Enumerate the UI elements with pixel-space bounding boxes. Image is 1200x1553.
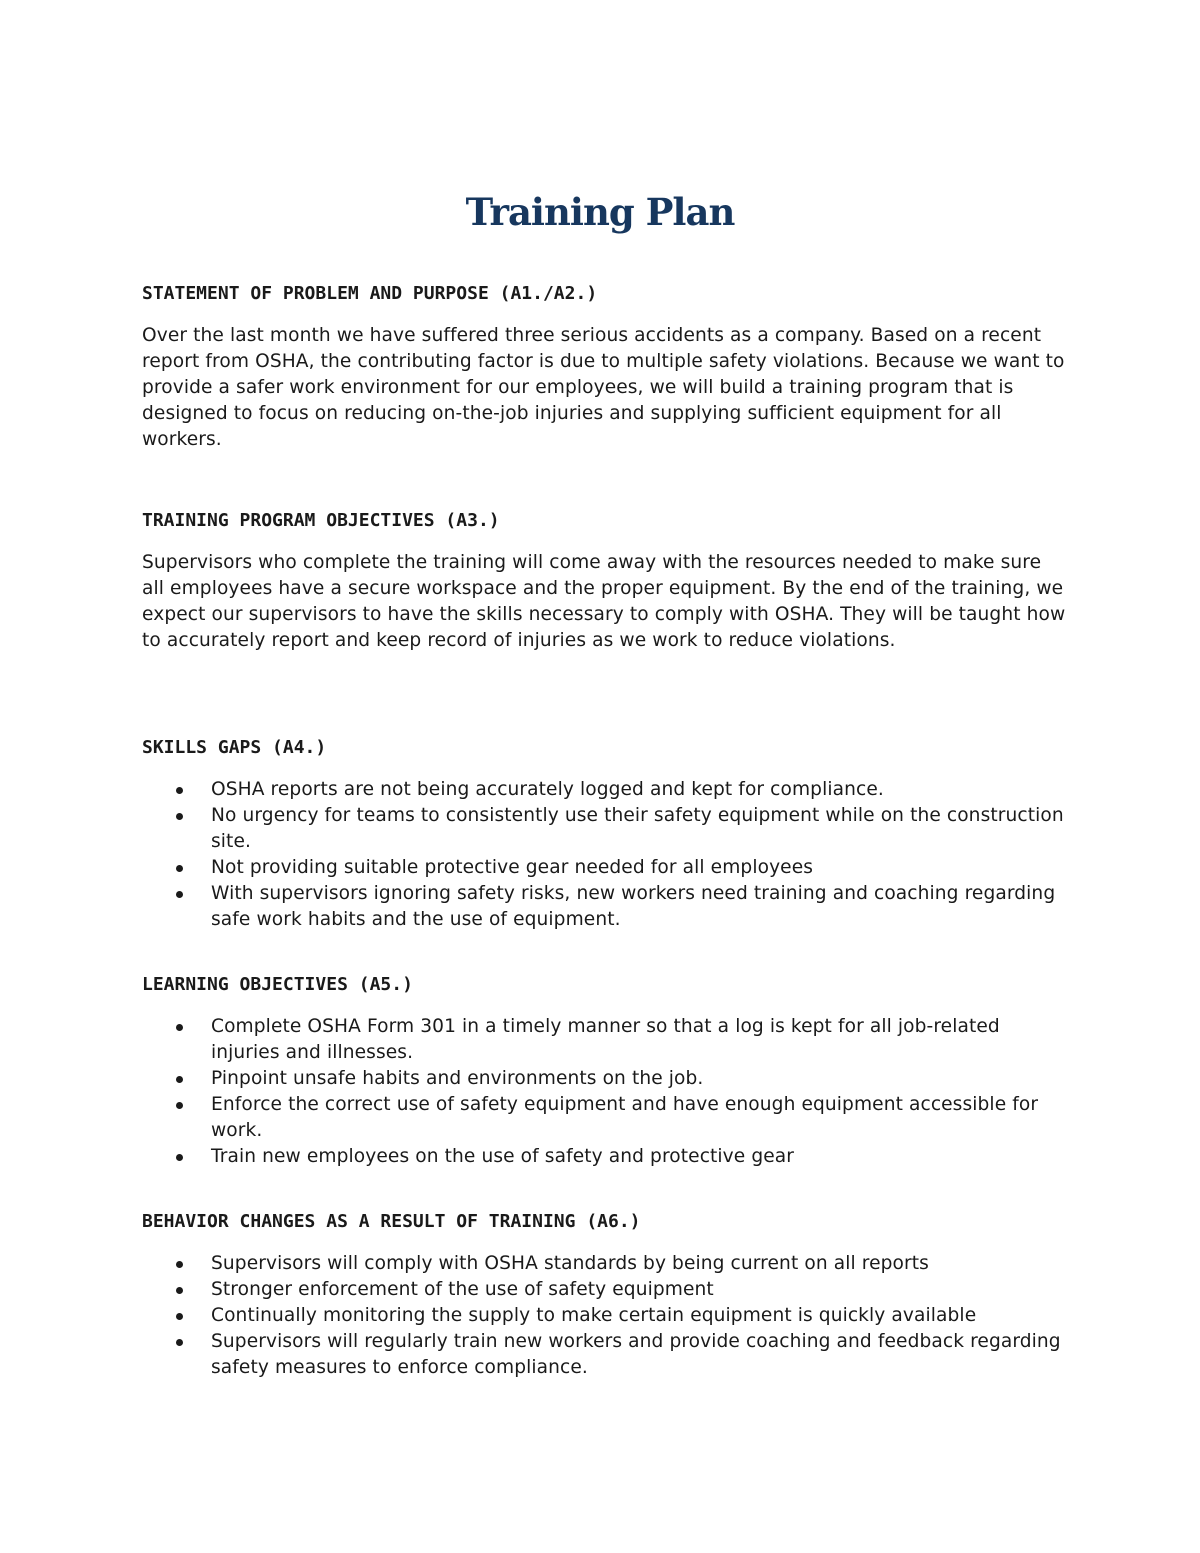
section-problem-purpose <box>142 283 1067 453</box>
bullet-icon <box>176 1313 183 1320</box>
list-item-text: No urgency for teams to consistently use their safety equipment while on the construction site. <box>211 805 1064 852</box>
section-skills-gaps <box>142 737 1067 933</box>
list-item-text: Supervisors will regularly train new workers and provide coaching and feedback regarding safety measures to enforce compliance. <box>211 1331 1061 1378</box>
bullet-icon <box>176 787 183 794</box>
list-item <box>142 1303 1067 1329</box>
section-heading: STATEMENT OF PROBLEM AND PURPOSE (A1./A2.) <box>142 283 598 304</box>
list-item <box>142 803 1067 855</box>
bullet-icon <box>176 813 183 820</box>
list-item <box>142 855 1067 881</box>
document-title: Training Plan <box>465 190 735 234</box>
bullet-icon <box>176 1261 183 1268</box>
list-item <box>142 777 1067 803</box>
section-paragraph: Supervisors who complete the training will come away with the resources needed to make sure all employees have a secure workspace and the proper equipment. By the end of the training, we expect our supervisors to have the skills necessary to comply with OSHA. They will be taught how to accurately report and keep record of injuries as we work to reduce violations. <box>142 552 1066 651</box>
bullet-list <box>142 1014 1067 1170</box>
list-item-text: Enforce the correct use of safety equipment and have enough equipment accessible for work. <box>211 1094 1039 1141</box>
bullet-icon <box>176 891 183 898</box>
list-item <box>142 1066 1067 1092</box>
section-heading: LEARNING OBJECTIVES (A5.) <box>142 974 413 995</box>
list-item-text: Train new employees on the use of safety and protective gear <box>211 1146 795 1167</box>
bullet-icon <box>176 1076 183 1083</box>
list-item-text: With supervisors ignoring safety risks, new workers need training and coaching regarding safe work habits and the use of equipment. <box>211 883 1056 930</box>
list-item <box>142 1329 1067 1381</box>
list-item <box>142 1014 1067 1066</box>
bullet-list <box>142 777 1067 933</box>
bullet-icon <box>176 865 183 872</box>
bullet-list <box>142 1251 1067 1381</box>
list-item-text: OSHA reports are not being accurately logged and kept for compliance. <box>211 779 884 800</box>
section-heading: BEHAVIOR CHANGES AS A RESULT OF TRAINING (A6.) <box>142 1211 641 1232</box>
section-behavior-changes <box>142 1211 1067 1381</box>
list-item-text: Pinpoint unsafe habits and environments on the job. <box>211 1068 704 1089</box>
list-item-text: Complete OSHA Form 301 in a timely manner so that a log is kept for all job-related injuries and illnesses. <box>211 1016 1000 1063</box>
list-item <box>142 1144 1067 1170</box>
list-item <box>142 1092 1067 1144</box>
list-item <box>142 1277 1067 1303</box>
list-item-text: Stronger enforcement of the use of safety equipment <box>211 1279 714 1300</box>
list-item-text: Not providing suitable protective gear needed for all employees <box>211 857 814 878</box>
section-paragraph: Over the last month we have suffered three serious accidents as a company. Based on a recent report from OSHA, the contributing factor is due to multiple safety violations. Because we want to provide a safer work environment for our employees, we will build a training program that is designed to focus on reducing on-the-job injuries and supplying sufficient equipment for all workers. <box>142 325 1065 450</box>
bullet-icon <box>176 1339 183 1346</box>
bullet-icon <box>176 1024 183 1031</box>
bullet-icon <box>176 1154 183 1161</box>
section-program-objectives <box>142 510 1067 654</box>
list-item-text: Continually monitoring the supply to make certain equipment is quickly available <box>211 1305 977 1326</box>
section-learning-objectives <box>142 974 1067 1170</box>
list-item <box>142 881 1067 933</box>
list-item <box>142 1251 1067 1277</box>
list-item-text: Supervisors will comply with OSHA standards by being current on all reports <box>211 1253 929 1274</box>
bullet-icon <box>176 1287 183 1294</box>
bullet-icon <box>176 1102 183 1109</box>
section-heading: SKILLS GAPS (A4.) <box>142 737 327 758</box>
section-heading: TRAINING PROGRAM OBJECTIVES (A3.) <box>142 510 500 531</box>
